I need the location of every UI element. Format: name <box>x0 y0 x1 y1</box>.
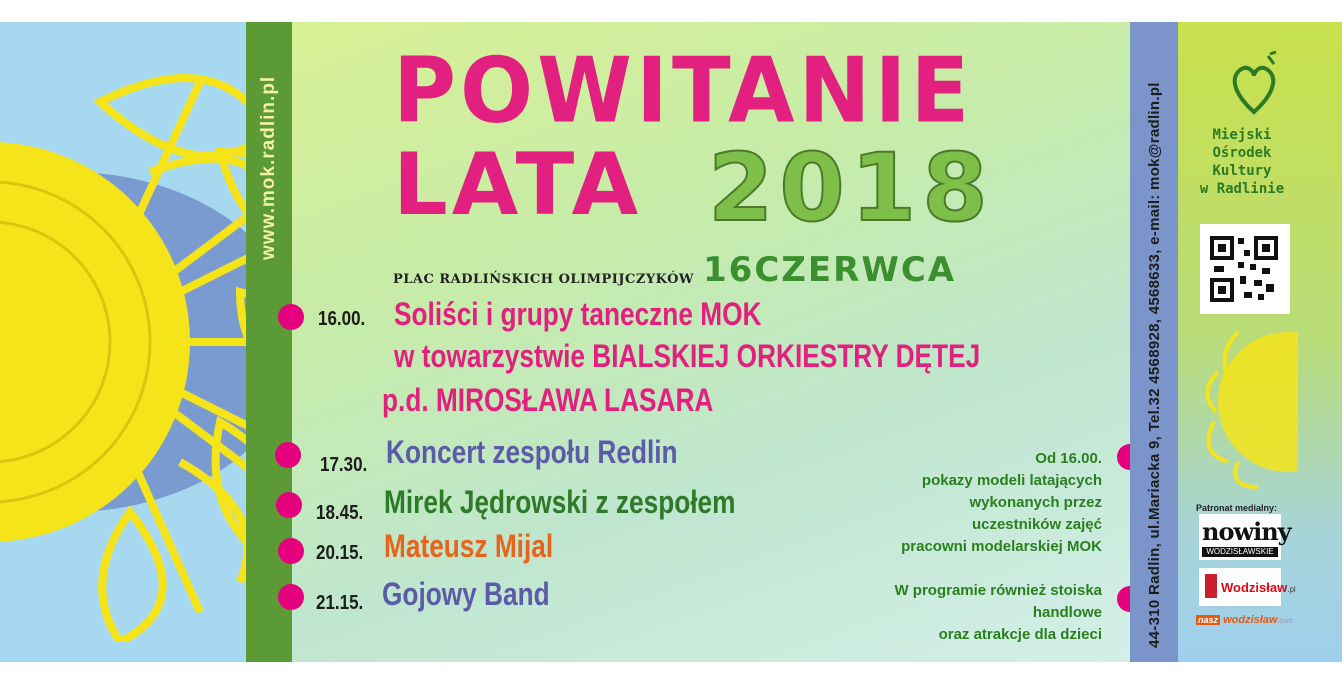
bullet-dot <box>278 584 304 610</box>
nasz-wodzislaw-logo[interactable] <box>1196 614 1293 626</box>
program-time: 18.45. <box>316 502 364 524</box>
address-container <box>1130 22 1178 662</box>
url-container <box>246 22 292 662</box>
poster <box>0 22 1342 662</box>
nowiny-logo[interactable] <box>1199 514 1291 560</box>
program-act: Koncert zespołu Redlin <box>386 434 678 470</box>
title-line-2: LATA <box>393 135 643 235</box>
program-time: 20.15. <box>316 542 364 564</box>
nasz-domain: .com <box>1277 618 1293 625</box>
program-time: 17.30. <box>320 454 368 476</box>
title-line-1: POWITANIE <box>393 38 974 144</box>
sunflower-art <box>0 42 250 642</box>
program-act: Gojowy Band <box>382 576 550 612</box>
bullet-dot <box>275 442 301 468</box>
program-act: Mateusz Mijal <box>384 528 554 564</box>
contact-address: 44-310 Radlin, ul.Mariacka 9, Tel.32 4568928, 4568633, e-mail: mok@radlin.pl <box>1145 82 1163 648</box>
side-info-models: Od 16.00. pokazy modeli latających wykonanych przez uczestników zajęć pracowni modelarskiej MOK <box>901 450 1102 555</box>
wodzislaw-label: Wodzisław.pl <box>1221 580 1296 595</box>
venue: PLAC RADLIŃSKICH OLIMPIJCZYKÓW <box>393 272 694 287</box>
qr-code-icon[interactable] <box>1200 224 1290 314</box>
bullet-dot <box>276 492 302 518</box>
side-info-attractions: W programie również stoiska handlowe oraz atrakcje dla dzieci <box>894 582 1102 643</box>
title-year: 2018 <box>708 134 994 243</box>
program-act: Soliści i grupy taneczne MOK <box>394 296 762 332</box>
program-time: 21.15. <box>316 592 364 614</box>
event-date: 16CZERWCA <box>703 250 957 290</box>
program-act: p.d. MIROSŁAWA LASARA <box>382 382 714 418</box>
sunflower-art-panel <box>0 22 250 662</box>
qr-code-graphic <box>1200 224 1290 314</box>
wodzislaw-logo[interactable] <box>1199 568 1296 606</box>
sunflower-small-art <box>1178 312 1298 492</box>
program-time: 16.00. <box>318 308 366 330</box>
website-url[interactable]: www.mok.radlin.pl <box>258 75 279 260</box>
nowiny-title: nowiny <box>1202 517 1291 546</box>
bullet-dot <box>278 538 304 564</box>
heart-bird-logo <box>1226 50 1282 122</box>
nasz-tag: nasz <box>1198 615 1219 625</box>
nowiny-subtitle: WODZISŁAWSKIE <box>1202 547 1278 557</box>
media-patron-label: Patronat medialny: <box>1196 503 1278 513</box>
bullet-dot <box>278 304 304 330</box>
organizer-name: Miejski Ośrodek Kultury w Radlinie <box>1199 127 1285 197</box>
tower-icon <box>1205 574 1217 598</box>
program-act: Mirek Jędrowski z zespołem <box>384 484 736 520</box>
nasz-name: wodzisław <box>1223 614 1278 626</box>
program-act: w towarzystwie BIALSKIEJ ORKIESTRY DĘTEJ <box>394 338 981 374</box>
